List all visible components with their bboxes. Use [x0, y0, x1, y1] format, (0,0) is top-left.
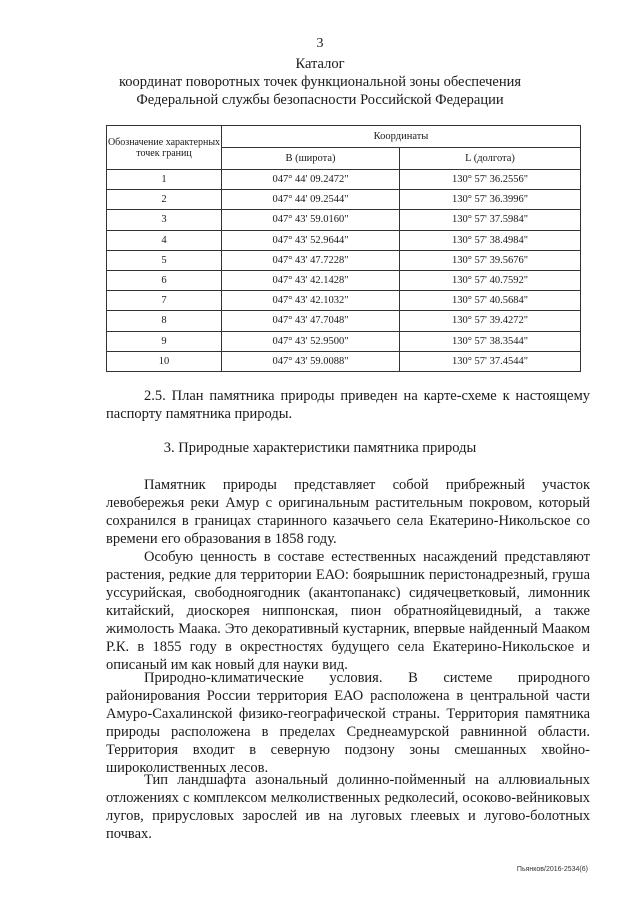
paragraph-2-5: 2.5. План памятника природы приведен на карте-схеме к настоящему паспорту памятника природы.: [106, 388, 590, 422]
table-row: [107, 351, 581, 371]
latitude-value: 047° 44' 09.2544": [222, 190, 400, 210]
longitude-value: 130° 57' 39.4272": [400, 311, 581, 331]
paragraph: Тип ландшафта азональный долинно-пойменный на аллювиальных отложениях с комплексом мелколиственных редколесий, осоково-вейниковых лугов, прирусловых зарослей ив на луговых глеевых и лугово-болотных почвах.: [106, 772, 590, 842]
latitude-value: 047° 43' 59.0160": [222, 210, 400, 230]
latitude-value: 047° 43' 47.7228": [222, 250, 400, 270]
header-latitude: B (широта): [222, 148, 400, 170]
point-number: 1: [107, 170, 222, 190]
latitude-value: 047° 44' 09.2472": [222, 170, 400, 190]
paragraph: Памятник природы представляет собой прибрежный участок левобережья реки Амур с оригинальным растительным покровом, который сохранился в границах старинного казачьего села Екатерино-Никольское со времени его образования в 1858 году.: [106, 477, 590, 547]
point-number: 8: [107, 311, 222, 331]
catalog-title-line-1: Каталог: [295, 56, 345, 72]
table-row: [107, 230, 581, 250]
table-row: [107, 170, 581, 190]
header-point-designation: Обозначение характерных точек границ: [107, 126, 222, 170]
table-row: [107, 190, 581, 210]
table-row: [107, 311, 581, 331]
longitude-value: 130° 57' 38.3544": [400, 331, 581, 351]
longitude-value: 130° 57' 36.2556": [400, 170, 581, 190]
catalog-title: [0, 55, 640, 109]
longitude-value: 130° 57' 40.7592": [400, 270, 581, 290]
catalog-title-line-2: координат поворотных точек функциональной зоны обеспечения: [118, 74, 522, 90]
point-number: 5: [107, 250, 222, 270]
header-coordinates: Координаты: [222, 126, 581, 148]
catalog-title-line-3: Федеральной службы безопасности Российской Федерации: [136, 92, 504, 108]
latitude-value: 047° 43' 42.1428": [222, 270, 400, 290]
latitude-value: 047° 43' 47.7048": [222, 311, 400, 331]
longitude-value: 130° 57' 40.5684": [400, 291, 581, 311]
coordinates-table: [106, 125, 581, 372]
point-number: 10: [107, 351, 222, 371]
longitude-value: 130° 57' 36.3996": [400, 190, 581, 210]
section-3-heading: 3. Природные характеристики памятника природы: [163, 440, 477, 456]
point-number: 7: [107, 291, 222, 311]
point-number: 3: [107, 210, 222, 230]
latitude-value: 047° 43' 59.0088": [222, 351, 400, 371]
paragraph: Природно-климатические условия. В системе природного районирования России территория ЕАО расположена в центральной части Амуро-Сахалинской физико-географической страны. Территория памятника природы расположена в пределах Среднеамурской равнинной области. Территория входит в северную подзону зоны смешанных хвойно-широколиственных лесов.: [106, 670, 590, 776]
page-number: 3: [316, 36, 324, 51]
latitude-value: 047° 43' 42.1032": [222, 291, 400, 311]
table-row: [107, 210, 581, 230]
paragraph: Особую ценность в составе естественных насаждений представляют растения, редкие для территории ЕАО: боярышник перистонадрезный, груша уссурийская, свободноягодник (акантопанакс) сидячецветковый, лимонник китайский, диоскорея ниппонская, пион обратнояйцевидный, а также жимолость Маака. Это декоративный кустарник, впервые найденный Мааком Р.К. в 1855 году в окрестностях будущего села Екатерино-Никольское и описаный им как новый для науки вид.: [106, 549, 590, 673]
table-row: [107, 270, 581, 290]
table-row: [107, 331, 581, 351]
point-number: 2: [107, 190, 222, 210]
longitude-value: 130° 57' 37.5984": [400, 210, 581, 230]
point-number: 4: [107, 230, 222, 250]
table-row: [107, 250, 581, 270]
longitude-value: 130° 57' 39.5676": [400, 250, 581, 270]
longitude-value: 130° 57' 38.4984": [400, 230, 581, 250]
latitude-value: 047° 43' 52.9500": [222, 331, 400, 351]
document-code: Пьянков/2016-2534(6): [516, 866, 588, 873]
header-longitude: L (долгота): [400, 148, 581, 170]
table-row: [107, 291, 581, 311]
latitude-value: 047° 43' 52.9644": [222, 230, 400, 250]
point-number: 6: [107, 270, 222, 290]
point-number: 9: [107, 331, 222, 351]
longitude-value: 130° 57' 37.4544": [400, 351, 581, 371]
